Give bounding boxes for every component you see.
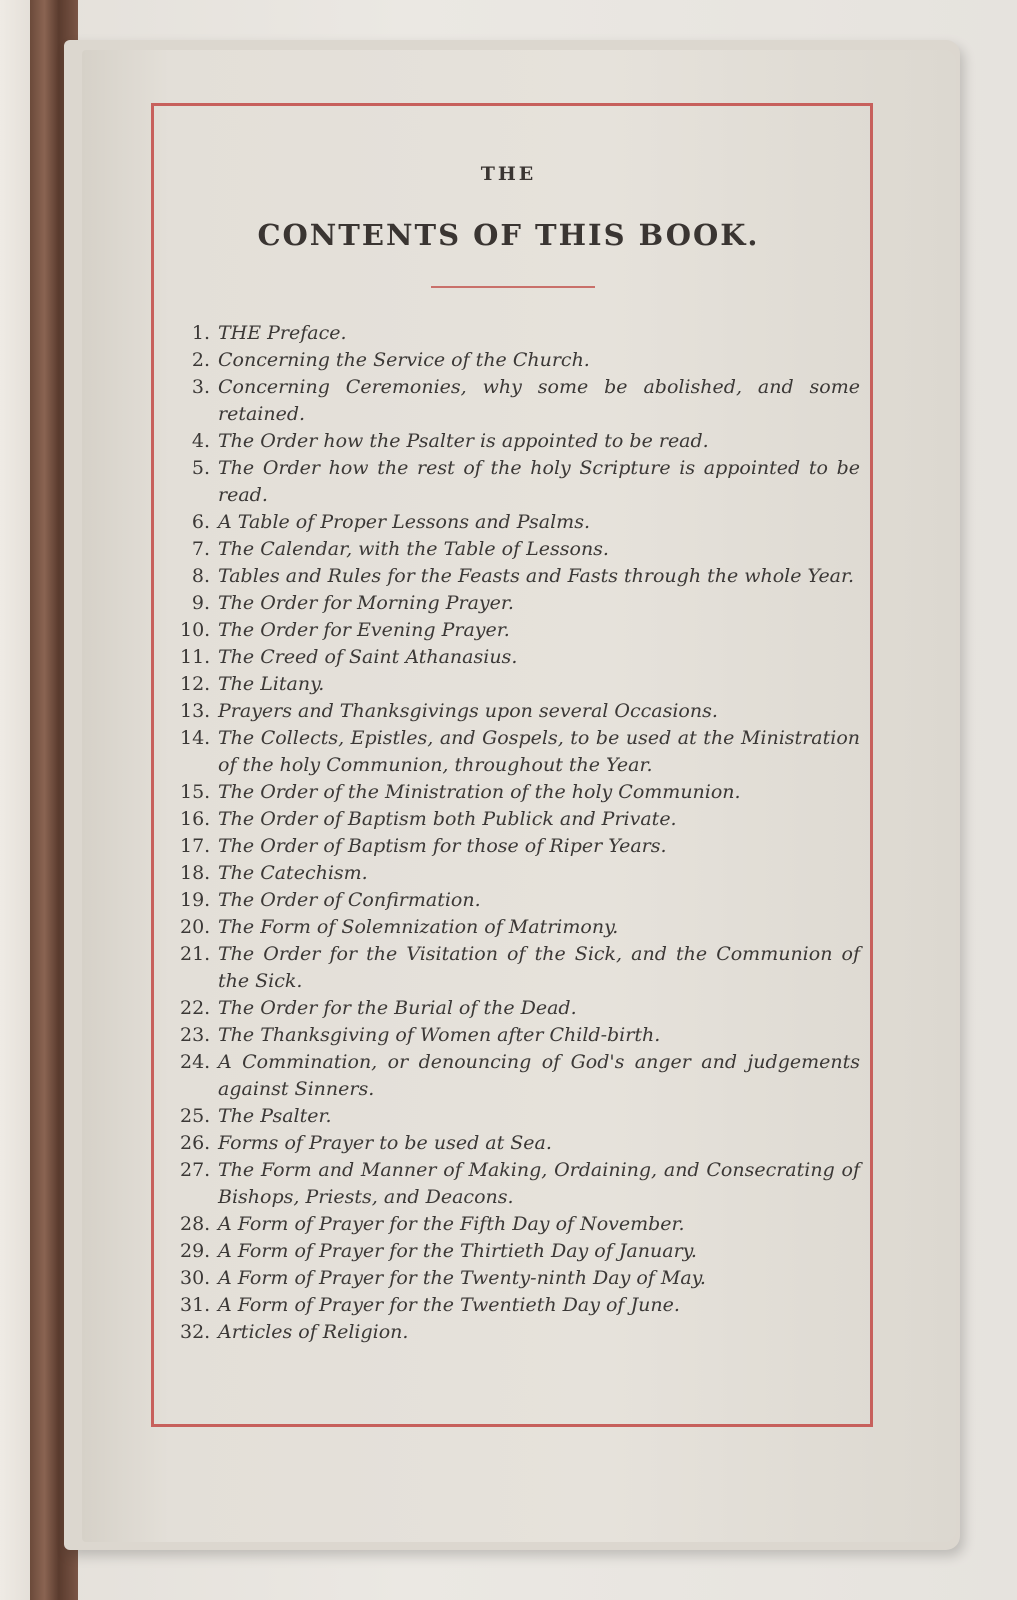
contents-item-title: The Order for the Visitation of the Sick, and the Communion of the Sick. xyxy=(218,943,860,992)
contents-item-title: Articles of Religion. xyxy=(218,1321,409,1343)
contents-item-number: 26. xyxy=(180,1132,211,1154)
contents-item-title: The Psalter. xyxy=(218,1105,332,1127)
contents-item xyxy=(180,347,860,374)
contents-item-title: A Table of Proper Lessons and Psalms. xyxy=(218,511,590,533)
contents-item xyxy=(180,1292,860,1319)
contents-item xyxy=(180,455,860,509)
contents-item xyxy=(180,1265,860,1292)
contents-item-number: 19. xyxy=(180,889,211,911)
contents-item-title: Concerning the Service of the Church. xyxy=(218,349,590,371)
contents-item-number: 10. xyxy=(180,619,211,641)
contents-item xyxy=(180,725,860,779)
contents-item-title: A Form of Prayer for the Twentieth Day of June. xyxy=(218,1294,680,1316)
contents-item-number: 32. xyxy=(180,1321,211,1343)
contents-item-number: 12. xyxy=(180,673,211,695)
contents-item-number: 8. xyxy=(191,565,210,587)
contents-item-title: The Order of the Ministration of the holy Communion. xyxy=(218,781,741,803)
contents-item-number: 18. xyxy=(180,862,211,884)
contents-list xyxy=(180,320,860,1346)
contents-item-number: 1. xyxy=(191,322,210,344)
contents-item-title: Concerning Ceremonies, why some be abolished, and some retained. xyxy=(218,376,860,425)
contents-item-number: 22. xyxy=(180,997,211,1019)
contents-item xyxy=(180,914,860,941)
contents-item xyxy=(180,644,860,671)
contents-item-number: 29. xyxy=(180,1240,211,1262)
contents-item-title: The Order for Evening Prayer. xyxy=(218,619,510,641)
contents-item xyxy=(180,1319,860,1346)
contents-item-number: 27. xyxy=(180,1159,211,1181)
contents-item-number: 31. xyxy=(180,1294,211,1316)
contents-item xyxy=(180,320,860,347)
contents-item xyxy=(180,860,860,887)
contents-item xyxy=(180,536,860,563)
contents-item xyxy=(180,374,860,428)
contents-item-title: The Thanksgiving of Women after Child-birth. xyxy=(218,1024,661,1046)
contents-item-title: The Catechism. xyxy=(218,862,368,884)
contents-item xyxy=(180,1103,860,1130)
contents-item xyxy=(180,428,860,455)
contents-item-number: 2. xyxy=(191,349,210,371)
contents-item-number: 21. xyxy=(180,943,211,965)
contents-item-title: A Form of Prayer for the Fifth Day of November. xyxy=(218,1213,685,1235)
contents-item-number: 24. xyxy=(180,1051,211,1073)
contents-item-title: The Order how the Psalter is appointed to be read. xyxy=(218,430,709,452)
contents-item-number: 14. xyxy=(180,727,211,749)
contents-item-title: A Form of Prayer for the Twenty-ninth Day of May. xyxy=(218,1267,706,1289)
contents-item xyxy=(180,833,860,860)
contents-item xyxy=(180,887,860,914)
contents-item xyxy=(180,995,860,1022)
contents-item-title: The Order for the Burial of the Dead. xyxy=(218,997,577,1019)
contents-item xyxy=(180,590,860,617)
contents-item-number: 23. xyxy=(180,1024,211,1046)
contents-item xyxy=(180,509,860,536)
contents-item-title: Tables and Rules for the Feasts and Fasts through the whole Year. xyxy=(218,565,855,587)
contents-item xyxy=(180,779,860,806)
contents-item xyxy=(180,806,860,833)
contents-item xyxy=(180,1130,860,1157)
contents-item-number: 5. xyxy=(191,457,210,479)
contents-item-number: 20. xyxy=(180,916,211,938)
contents-item-number: 30. xyxy=(180,1267,211,1289)
contents-item-title: The Order how the rest of the holy Scripture is appointed to be read. xyxy=(218,457,860,506)
contents-item-number: 28. xyxy=(180,1213,211,1235)
contents-item-title: A Form of Prayer for the Thirtieth Day of January. xyxy=(218,1240,697,1262)
contents-item-title: Forms of Prayer to be used at Sea. xyxy=(218,1132,552,1154)
contents-item xyxy=(180,671,860,698)
contents-item-title: The Order of Confirmation. xyxy=(218,889,481,911)
contents-item-title: The Litany. xyxy=(218,673,325,695)
contents-item-title: THE Preface. xyxy=(218,322,347,344)
contents-item xyxy=(180,1157,860,1211)
contents-item xyxy=(180,1211,860,1238)
contents-item-number: 25. xyxy=(180,1105,211,1127)
contents-item-title: The Form and Manner of Making, Ordaining, and Consecrating of Bishops, Priests, and Deacons. xyxy=(218,1159,860,1208)
contents-item-number: 13. xyxy=(180,700,211,722)
contents-item-title: The Order of Baptism both Publick and Private. xyxy=(218,808,677,830)
contents-item-title: The Collects, Epistles, and Gospels, to be used at the Ministration of the holy Communion, throughout the Year. xyxy=(218,727,860,776)
contents-item xyxy=(180,617,860,644)
contents-item-number: 3. xyxy=(191,376,210,398)
contents-item-title: The Order of Baptism for those of Riper Years. xyxy=(218,835,667,857)
contents-item-number: 4. xyxy=(191,430,210,452)
contents-item-title: The Form of Solemnization of Matrimony. xyxy=(218,916,619,938)
title-the: THE xyxy=(480,163,537,185)
contents-item-number: 17. xyxy=(180,835,211,857)
contents-item-number: 7. xyxy=(191,538,210,560)
contents-item xyxy=(180,1022,860,1049)
contents-item xyxy=(180,1049,860,1103)
contents-item xyxy=(180,563,860,590)
contents-item-title: The Order for Morning Prayer. xyxy=(218,592,514,614)
contents-item-title: The Creed of Saint Athanasius. xyxy=(218,646,518,668)
contents-item xyxy=(180,698,860,725)
contents-item-number: 11. xyxy=(180,646,211,668)
page-title: CONTENTS OF THIS BOOK. xyxy=(257,218,760,252)
contents-item-title: The Calendar, with the Table of Lessons. xyxy=(218,538,609,560)
contents-item xyxy=(180,1238,860,1265)
contents-item-title: Prayers and Thanksgivings upon several Occasions. xyxy=(218,700,718,722)
title-divider xyxy=(431,286,595,288)
contents-item-title: A Commination, or denouncing of God's anger and judgements against Sinners. xyxy=(218,1051,860,1100)
contents-item xyxy=(180,941,860,995)
contents-item-number: 9. xyxy=(191,592,210,614)
contents-item-number: 6. xyxy=(191,511,210,533)
contents-item-number: 16. xyxy=(180,808,211,830)
contents-item-number: 15. xyxy=(180,781,211,803)
